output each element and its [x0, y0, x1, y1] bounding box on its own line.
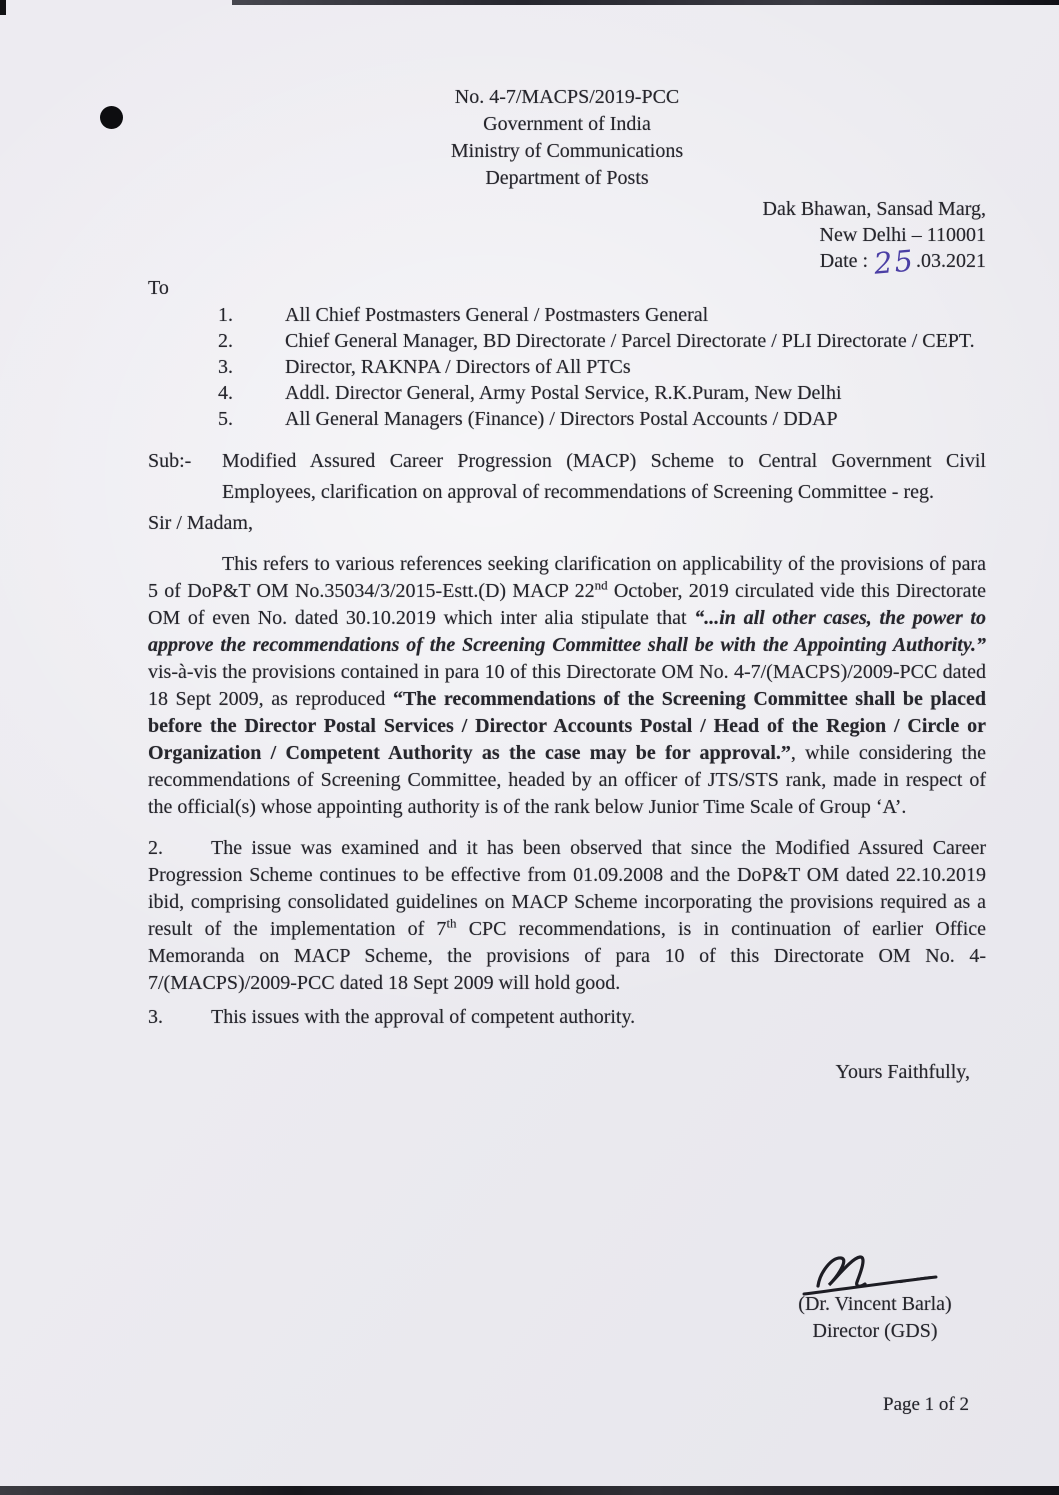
paragraph-number: 3. — [148, 1006, 163, 1028]
scan-artifact-top-edge — [232, 0, 1059, 5]
para1-text: vis-à-vis the provisions contained in para 10 of this Directorate OM No. 4-7/(MACPS)/2009-PCC dated 18 Sept 2009, as reproduced — [148, 661, 986, 710]
recipient-list — [218, 302, 986, 432]
para1-text: This refers to various references seeking clarification on applicability of the provisions of para 5 of DoP&T OM No.35034/3/2015-Estt.(D) MACP 22 — [148, 553, 986, 602]
recipient-text: All General Managers (Finance) / Directors Postal Accounts / DDAP — [285, 408, 838, 430]
scan-artifact-top-left-mark — [0, 0, 6, 15]
org-name-line1: Government of India — [483, 113, 651, 135]
para2-text: The issue was examined and it has been observed that since the Modified Assured Career Progression Scheme continues to be effective from 01.09.2008 and the DoP&T OM dated 22.10.2019 ibid, comprising consolidated guidelines on MACP Scheme incorporating the provisions required as a result of the implementation of 7 — [148, 837, 986, 940]
closing-phrase: Yours Faithfully, — [835, 1061, 970, 1083]
subject-label: Sub:- — [148, 450, 192, 472]
recipient-number: 2. — [218, 330, 233, 352]
signatory-title: Director (GDS) — [812, 1320, 938, 1342]
recipient-item — [218, 380, 986, 406]
para1-quoted-om-text: “The recommendations of the Screening Committee shall be placed before the Director Postal Services / Director Accounts Postal / Head of the Region / Circle or Organization / Competent Authority as the case may be for approval.” — [148, 688, 986, 764]
recipient-number: 4. — [218, 382, 233, 404]
recipient-text: All Chief Postmasters General / Postmasters General — [285, 304, 709, 326]
recipient-number: 1. — [218, 304, 233, 326]
page-number: Page 1 of 2 — [883, 1394, 970, 1415]
para1-text: October, 2019 circulated vide this Directorate OM of even No. dated 30.10.2019 which inter alia stipulate that — [148, 580, 986, 629]
ordinal-superscript: th — [446, 915, 457, 931]
org-name-line3: Department of Posts — [485, 167, 649, 189]
body-paragraph-2 — [148, 835, 986, 997]
signatory-name: (Dr. Vincent Barla) — [798, 1293, 952, 1315]
recipient-number: 3. — [218, 356, 233, 378]
punch-hole-mark — [100, 106, 123, 129]
recipient-text: Chief General Manager, BD Directorate / Parcel Directorate / PLI Directorate / CEPT. — [285, 330, 975, 352]
recipient-text: Addl. Director General, Army Postal Service, R.K.Puram, New Delhi — [285, 382, 842, 404]
scan-artifact-bottom-edge — [0, 1486, 1059, 1495]
para3-text: This issues with the approval of competent authority. — [211, 1006, 636, 1028]
letterhead — [148, 84, 986, 192]
ordinal-superscript: nd — [594, 577, 608, 593]
org-name-line2: Ministry of Communications — [450, 140, 684, 162]
body-paragraph-3 — [148, 1004, 986, 1031]
para1-quoted-provision: “...in all other cases, the power to approve the recommendations of the Screening Committee shall be with the Appointing Authority.” — [148, 607, 986, 656]
letter-content — [148, 84, 986, 1086]
recipient-text: Director, RAKNPA / Directors of All PTCs — [285, 356, 631, 378]
recipient-item — [218, 302, 986, 328]
para2-text: CPC recommendations, is in continuation of earlier Office Memoranda on MACP Scheme, the provisions of para 10 of this Directorate OM No. 4-7/(MACPS)/2009-PCC dated 18 Sept 2009 will hold good. — [148, 918, 987, 994]
subject-text: Modified Assured Career Progression (MACP) Scheme to Central Government Civil Employees, clarification on approval of recommendations of Screening Committee - reg. — [222, 450, 986, 503]
body-paragraph-1 — [148, 551, 986, 821]
issuing-address-block — [148, 196, 986, 281]
para1-text: , while considering the recommendations of Screening Committee, headed by an officer of JTS/STS rank, made in respect of the official(s) whose appointing authority is of the rank below Junior Time Scale of Group ‘A’. — [148, 742, 986, 818]
paragraph-number: 2. — [148, 837, 163, 859]
to-label: To — [148, 277, 169, 299]
recipient-number: 5. — [218, 408, 233, 430]
address-line1: Dak Bhawan, Sansad Marg, — [762, 198, 986, 220]
date-month-year: .03.2021 — [916, 250, 986, 272]
recipient-item — [218, 354, 986, 380]
recipient-item — [218, 328, 986, 354]
date-line — [148, 243, 986, 281]
reference-number: No. 4-7/MACPS/2019-PCC — [454, 86, 680, 108]
handwritten-date-day: 25 — [872, 243, 917, 281]
date-label: Date : — [819, 250, 869, 272]
salutation: Sir / Madam, — [148, 512, 253, 534]
subject-block — [148, 446, 986, 508]
recipient-item — [218, 406, 986, 432]
address-line2: New Delhi – 110001 — [819, 224, 986, 246]
